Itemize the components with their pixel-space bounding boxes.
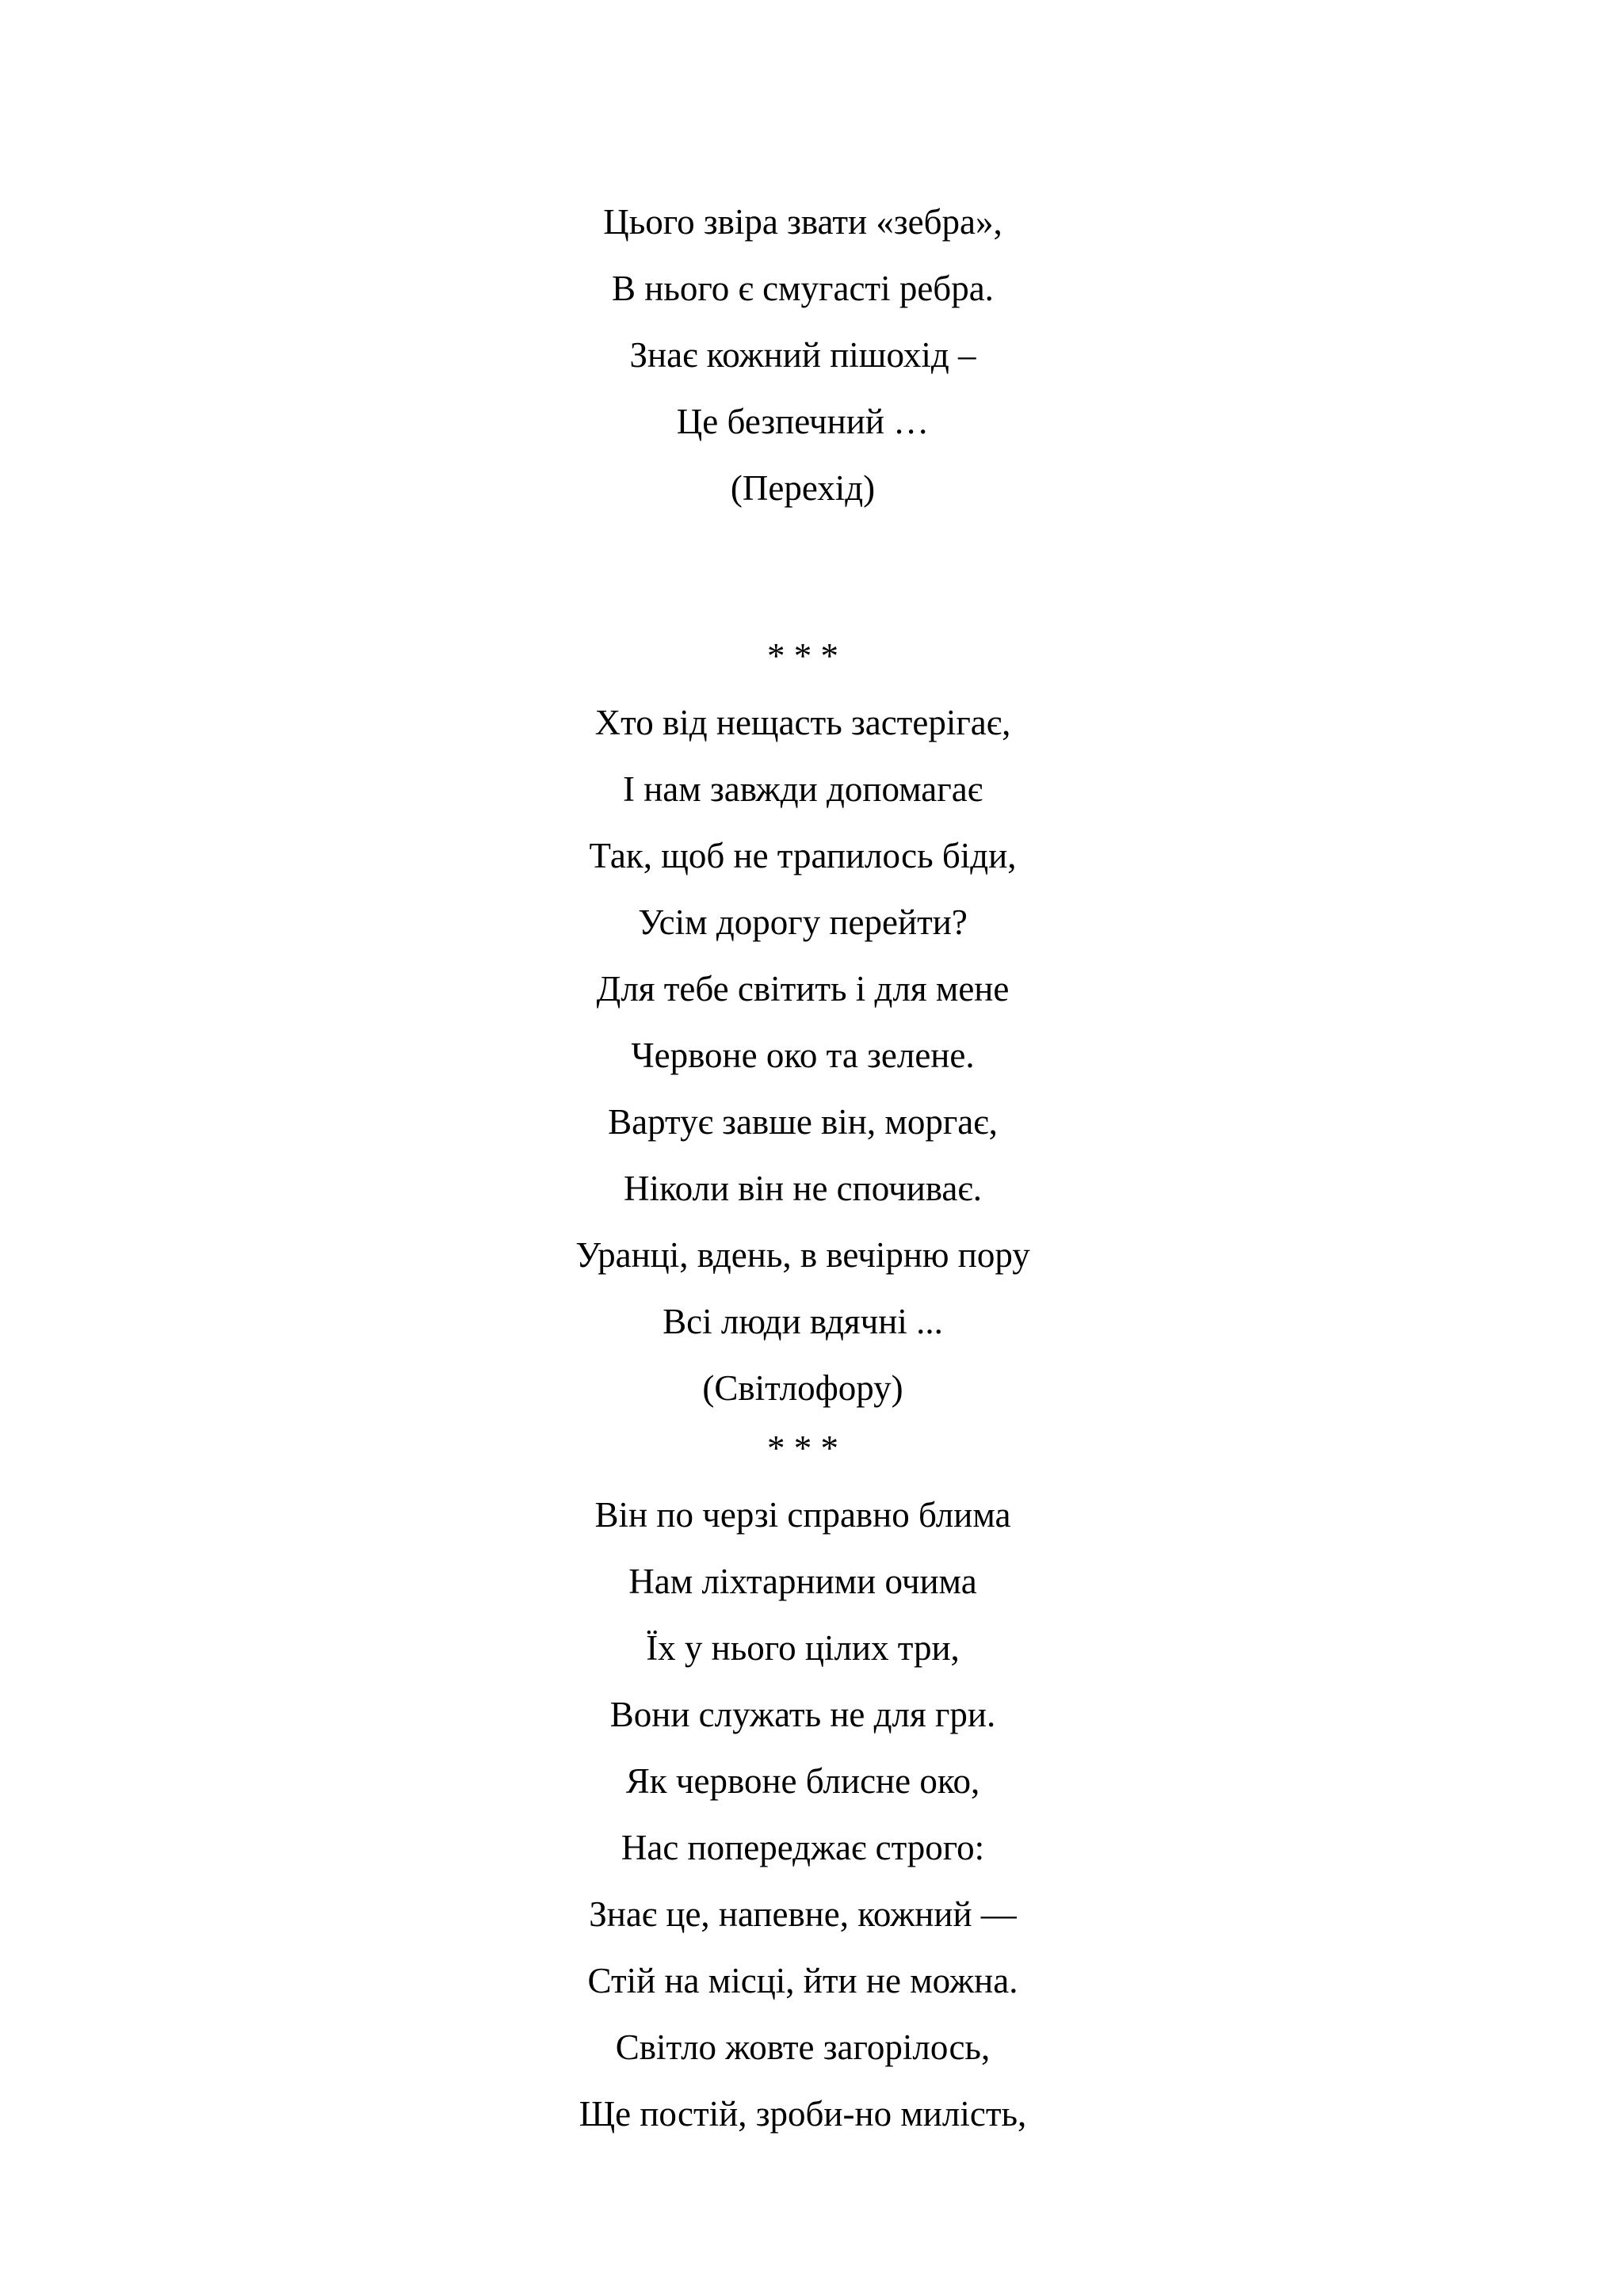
riddle-3-line-5: Як червоне блисне око, bbox=[625, 1761, 980, 1801]
riddle-2-line-3: Так, щоб не трапилось біди, bbox=[589, 836, 1017, 875]
riddle-2-line-7: Вартує завше він, моргає, bbox=[608, 1102, 998, 1142]
riddle-3-line-10: Ще постій, зроби-но милість, bbox=[579, 2094, 1027, 2134]
riddle-3-line-1: Він по черзі справно блима bbox=[594, 1495, 1011, 1535]
riddle-2-line-10: Всі люди вдячні ... bbox=[663, 1302, 943, 1341]
riddle-2-line-9: Уранці, вдень, в вечірню пору bbox=[575, 1235, 1030, 1275]
riddle-3-line-4: Вони служать не для гри. bbox=[609, 1695, 996, 1734]
riddle-2-line-2: І нам завжди допомагає bbox=[622, 769, 983, 809]
separator-2: * * * bbox=[767, 1428, 838, 1468]
riddle-3-line-7: Знає це, напевне, кожний — bbox=[589, 1894, 1017, 1934]
riddle-3-line-6: Нас попереджає строго: bbox=[621, 1828, 985, 1867]
riddle-3-line-2: Нам ліхтарними очима bbox=[628, 1562, 977, 1601]
riddle-1-answer: (Перехід) bbox=[730, 468, 876, 508]
riddle-2-line-1: Хто від нещасть застерігає, bbox=[594, 703, 1011, 742]
riddle-1-line-1: Цього звіра звати «зебра», bbox=[603, 202, 1002, 242]
riddle-3-line-9: Світло жовте загорілось, bbox=[615, 2027, 991, 2067]
riddle-3-line-8: Стій на місці, йти не можна. bbox=[587, 1961, 1018, 2000]
riddle-2-line-5: Для тебе світить і для мене bbox=[596, 969, 1010, 1009]
riddle-2-answer: (Світлофору) bbox=[702, 1368, 903, 1408]
riddle-2-line-6: Червоне око та зелене. bbox=[631, 1035, 975, 1075]
riddle-1-line-3: Знає кожний пішохід – bbox=[629, 335, 976, 375]
riddle-2-line-8: Ніколи він не спочиває. bbox=[624, 1169, 982, 1208]
separator-1: * * * bbox=[767, 636, 838, 676]
riddle-2-line-4: Усім дорогу перейти? bbox=[638, 902, 968, 942]
riddle-1-line-2: В нього є смугасті ребра. bbox=[612, 269, 994, 308]
riddle-3-line-3: Їх у нього цілих три, bbox=[646, 1628, 960, 1668]
riddle-1-line-4: Це безпечний … bbox=[676, 402, 930, 441]
